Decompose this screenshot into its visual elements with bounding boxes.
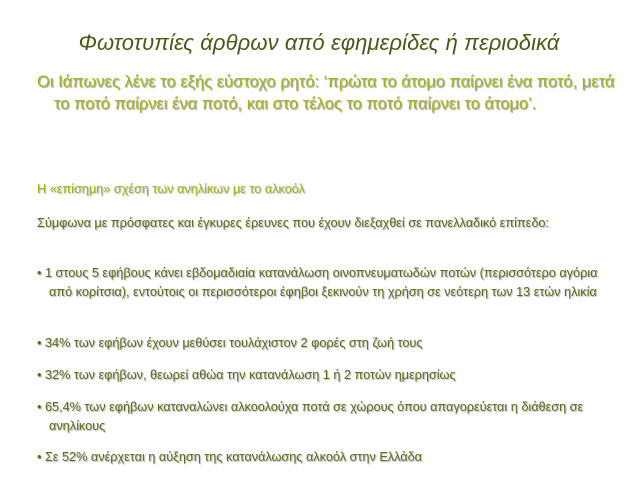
bullet-item: • 65,4% των εφήβων καταναλώνει αλκοολούχα ποτά σε χώρους όπου απαγορεύεται η διάθεση σε ανηλίκους	[37, 400, 584, 433]
bullet-item: • 1 στους 5 εφήβους κάνει εβδομαδιαία κατανάλωση οινοπνευματωδών ποτών (περισσότερο αγόρια από κορίτσια), εντούτοις οι περισσότεροι έφηβοι ξεκινούν τη χρήση σε νεότερη των 13 ετών ηλικία	[37, 266, 598, 299]
slide-title: Φωτοτυπίες άρθρων από εφημερίδες ή περιοδικά	[78, 30, 560, 55]
section-heading: Η «επίσημη» σχέση των ανηλίκων με το αλκοόλ	[37, 182, 305, 196]
quote-text: Οι Ιάπωνες λένε το εξής εύστοχο ρητό: ‘πρώτα το άτομο παίρνει ένα ποτό, μετά το ποτό παίρνει ένα ποτό, και στο τέλος το ποτό παίρνει το άτομο’.	[37, 73, 615, 113]
bullet-item: • Σε 52% ανέρχεται η αύξηση της κατανάλωσης αλκοόλ στην Ελλάδα	[37, 450, 423, 464]
bullet-item: • 32% των εφήβων, θεωρεί αθώα την κατανάλωση 1 ή 2 ποτών ημερησίως	[37, 368, 456, 382]
bullet-item: • 34% των εφήβων έχουν μεθύσει τουλάχιστον 2 φορές στη ζωή τους	[37, 336, 423, 350]
intro-paragraph: Σύμφωνα με πρόσφατες και έγκυρες έρευνες που έχουν διεξαχθεί σε πανελλαδικό επίπεδο:	[37, 216, 549, 230]
